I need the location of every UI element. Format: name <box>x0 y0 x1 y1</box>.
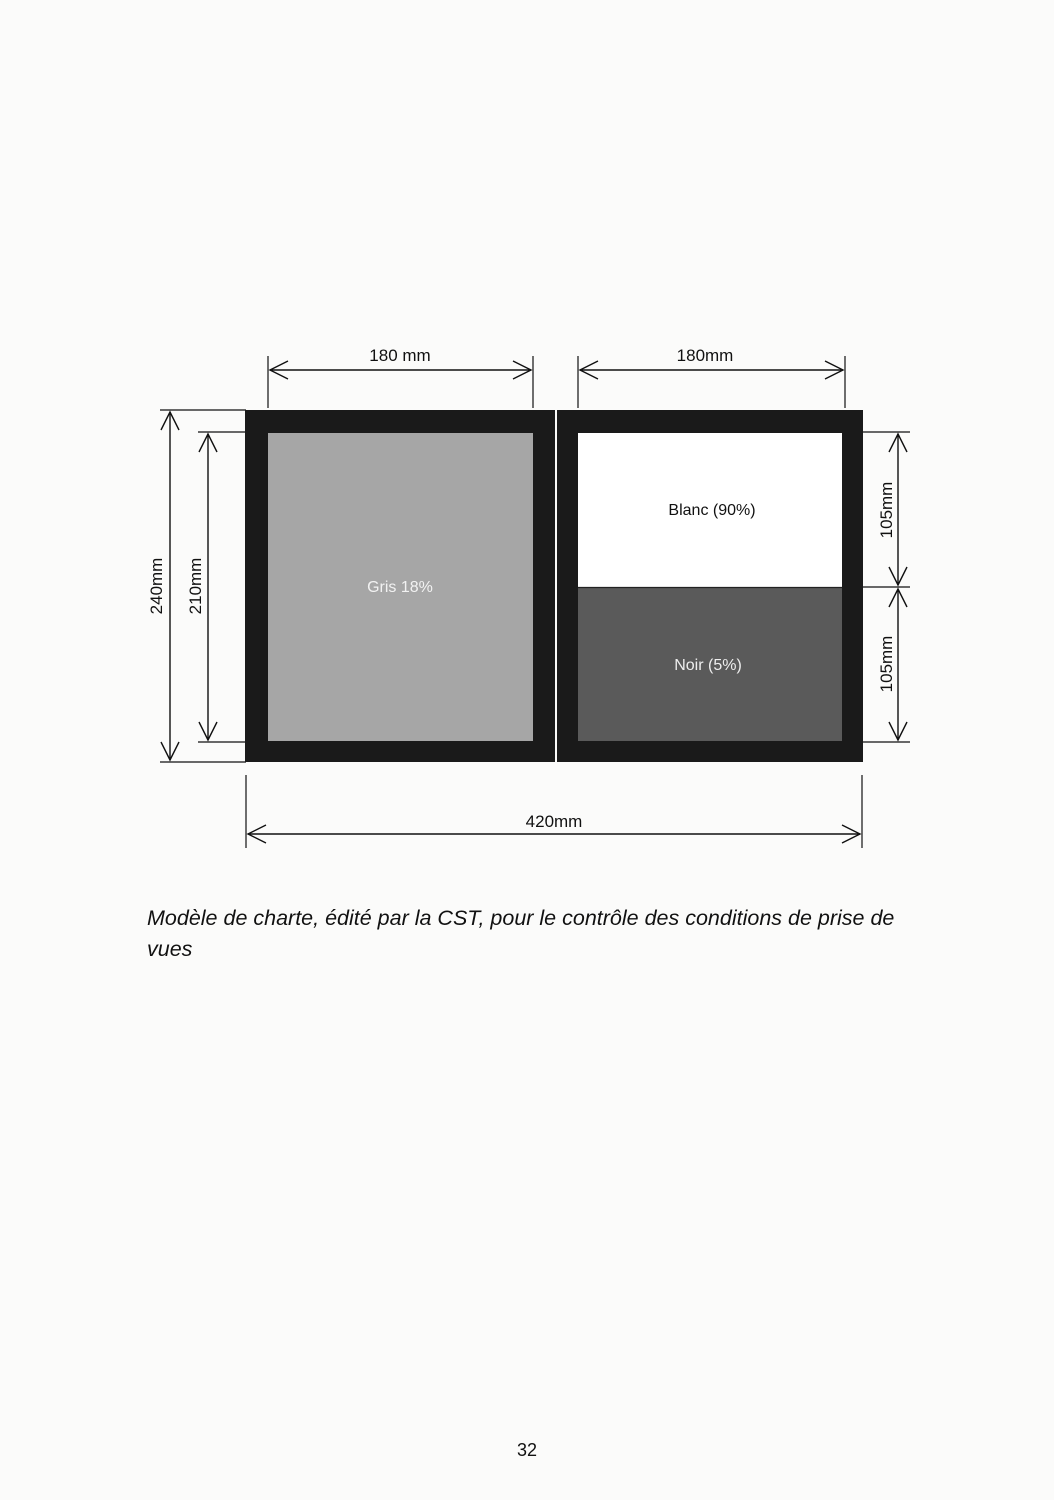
outer-height-label: 240mm <box>147 557 166 615</box>
figure-caption: Modèle de charte, édité par la CST, pour le contrôle des conditions de prise de vues <box>147 906 895 961</box>
gray-label: Gris 18% <box>367 579 433 596</box>
white-label: Blanc (90%) <box>668 502 756 519</box>
page-number: 32 <box>516 1440 538 1460</box>
total-width-label: 420mm <box>525 812 583 831</box>
left-width-label: 180 mm <box>369 346 431 365</box>
lower-half-label: 105mm <box>877 635 896 693</box>
black-label: Noir (5%) <box>674 657 742 674</box>
right-width-label: 180mm <box>676 346 734 365</box>
inner-height-label: 210mm <box>186 557 205 615</box>
upper-half-label: 105mm <box>877 481 896 539</box>
